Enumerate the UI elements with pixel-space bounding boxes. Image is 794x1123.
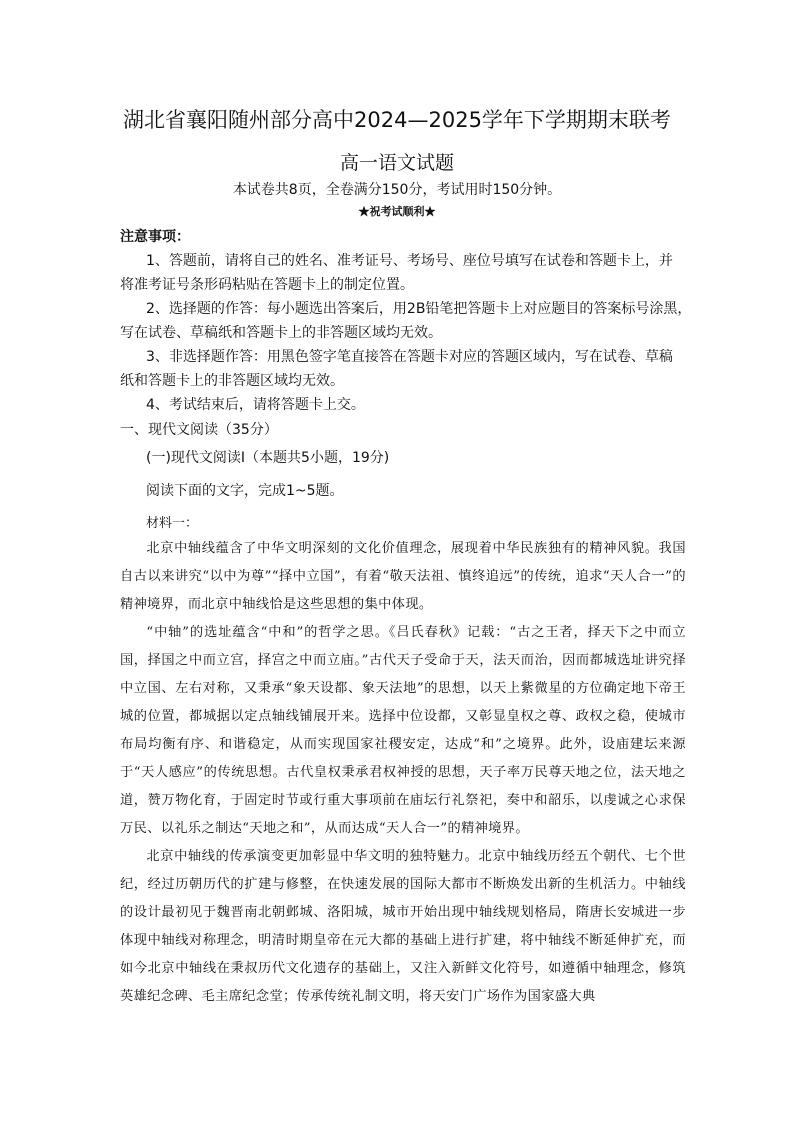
section-heading: 一、现代文阅读（35分） xyxy=(120,422,278,438)
note-item-2-line-2: 写在试卷、草稿纸和答题卡上的非答题区域均无效。 xyxy=(120,325,442,341)
note-item-4: 4、考试结束后，请将答题卡上交。 xyxy=(146,397,365,413)
note-item-3-line-2: 纸和答题卡上的非答题区域均无效。 xyxy=(120,373,344,389)
passage-paragraph-2: “中轴”的选址蕴含“中和”的哲学之思。《吕氏春秋》记载：“古之王者，择天下之中而立国，择国之中而立宫，择宫之中而立庙。”古代天子受命于天，法天而治，因而都城选址讲究择中立国、左右对称，又秉承“象天设都、象天法地”的思想，以天上紫微星的方位确定地下帝王城的位置，都城据以定点轴线铺展开来。选择中位设都，又彰显皇权之尊、政权之稳，使城市布局均衡有序、和谐稳定，从而实现国家社稷安定，达成“和”之境界。此外，设庙建坛来源于“天人感应”的传统思想。古代皇权秉承君权神授的思想，天子率万民尊天地之位，法天地之道，赞万物化育，于固定时节或行重大事项前在庙坛行礼祭祀，奏中和韶乐，以虔诚之心求保万民、以礼乐之制达“天地之和”，从而达成“天人合一”的精神境界。 xyxy=(120,625,686,836)
note-item-1-line-1: 1、答题前，请将自己的姓名、准考证号、考场号、座位号填写在试卷和答题卡上，并 xyxy=(146,253,673,269)
passage-paragraph-3: 北京中轴线的传承演变更加彰显中华文明的独特魅力。北京中轴线历经五个朝代、七个世纪，经过历朝历代的扩建与修整，在快速发展的国际大都市不断焕发出新的生机活力。中轴线的设计最初见于魏晋南北朝邺城、洛阳城，城市开始出现中轴线规划格局，隋唐长安城进一步体现中轴线对称理念，明清时期皇帝在元大都的基础上进行扩建，将中轴线不断延伸扩充，而如今北京中轴线在秉叔历代文化遗存的基础上，又注入新鲜文化符号，如遵循中轴理念，修筑英雄纪念碑、毛主席纪念堂；传承传统礼制文明，将天安门广场作为国家盛大典 xyxy=(120,849,686,1004)
exam-wish: ★祝考试顺利★ xyxy=(358,205,436,218)
exam-title: 湖北省襄阳随州部分高中2024—2025学年下学期期末联考 xyxy=(123,108,671,132)
reading-instruction: 阅读下面的文字，完成1~5题。 xyxy=(146,483,344,499)
passage-paragraph-1: 北京中轴线蕴含了中华文明深刻的文化价值理念，展现着中华民族独有的精神风貌。我国自古以来讲究“以中为尊”“择中立国”，有着“敬天法祖、慎终追远”的传统，追求“天人合一”的精神境界，而北京中轴线恰是这些思想的集中体现。 xyxy=(120,541,686,612)
passage-body xyxy=(120,535,686,1011)
notes-heading: 注意事项： xyxy=(120,229,190,245)
section-sub-heading: (一)现代文阅读Ⅰ（本题共5小题，19分) xyxy=(146,450,390,466)
exam-info: 本试卷共8页，全卷满分150分，考试用时150分钟。 xyxy=(232,182,562,198)
note-item-3-line-1: 3、非选择题作答：用黑色签字笔直接答在答题卡对应的答题区域内，写在试卷、草稿 xyxy=(146,349,673,365)
note-item-2-line-1: 2、选择题的作答：每小题选出答案后，用2B铅笔把答题卡上对应题目的答案标号涂黑， xyxy=(146,301,692,317)
note-item-1-line-2: 将准考证号条形码粘贴在答题卡上的制定位置。 xyxy=(120,277,414,293)
material-label: 材料一： xyxy=(146,516,199,531)
exam-subtitle: 高一语文试题 xyxy=(339,152,454,174)
